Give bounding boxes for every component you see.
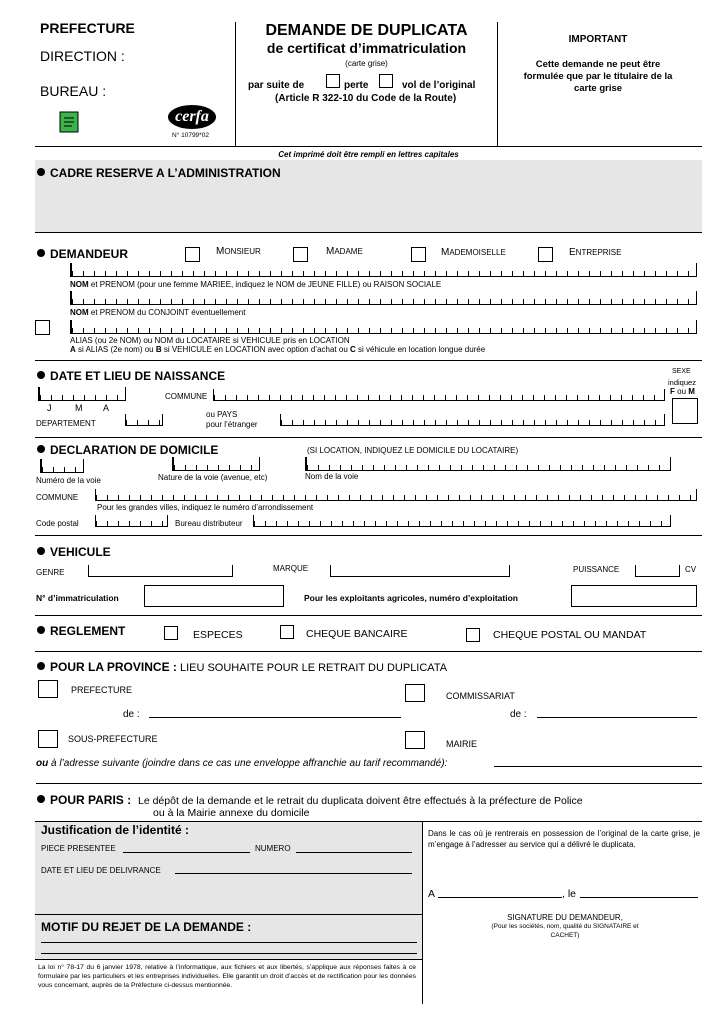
paris-text-2: ou à la Mairie annexe du domicile — [153, 807, 310, 819]
cheque-bancaire-label: CHEQUE BANCAIRE — [306, 628, 408, 640]
alias-options-label: A si ALIAS (2e nom) ou B si VEHICULE en LOCATION avec option d’achat ou C si véhicule en location longue durée — [70, 345, 486, 354]
par-suite-de-label: par suite de — [248, 80, 305, 91]
province-section-title: POUR LA PROVINCE : LIEU SOUHAITE POUR LE RETRAIT DU DUPLICATA — [37, 660, 447, 674]
important-text: Cette demande ne peut être formulée que par le titulaire de la carte grise — [523, 59, 673, 94]
genre-label: GENRE — [36, 568, 65, 577]
cheque-bancaire-checkbox[interactable] — [280, 625, 294, 639]
piece-presentee-input[interactable] — [123, 852, 250, 853]
vol-checkbox[interactable] — [379, 74, 393, 88]
de-prefecture-input[interactable] — [149, 717, 401, 718]
mois-label: M — [75, 403, 83, 413]
justification-title: Justification de l’identité : — [41, 823, 190, 837]
vol-label: vol de l’original — [402, 80, 476, 91]
code-postal-label: Code postal — [36, 519, 79, 528]
nom-prenom-input[interactable] — [70, 263, 697, 277]
rejet-title: MOTIF DU REJET DE LA DEMANDE : — [41, 920, 252, 934]
sexe-label: SEXE — [672, 368, 691, 375]
alias-type-checkbox[interactable] — [35, 320, 50, 335]
cv-label: CV — [685, 565, 697, 574]
document-icon — [59, 111, 81, 133]
mairie-checkbox[interactable] — [405, 731, 425, 749]
etranger-label: pour l’étranger — [206, 420, 258, 429]
genre-input[interactable] — [88, 565, 233, 577]
commune-input[interactable] — [95, 489, 697, 501]
numero-voie-input[interactable] — [40, 459, 84, 473]
commune-naissance-input[interactable] — [213, 389, 665, 401]
cerfa-logo: cerfa — [168, 105, 216, 129]
sous-prefecture-label: SOUS-PREFECTURE — [68, 734, 158, 744]
form-title: DEMANDE DE DUPLICATA — [265, 22, 468, 39]
alias-label: ALIAS (ou 2e NOM) ou NOM du LOCATAIRE si VEHICULE pris en LOCATION — [70, 336, 350, 345]
madame-checkbox[interactable] — [293, 247, 308, 262]
carte-grise-label: (carte grise) — [345, 59, 388, 68]
pays-input[interactable] — [280, 414, 665, 426]
monsieur-checkbox[interactable] — [185, 247, 200, 262]
entreprise-label: ENTREPRISE — [569, 247, 622, 258]
date-naissance-input[interactable] — [38, 387, 126, 401]
immatriculation-label: N° d’immatriculation — [36, 593, 119, 603]
perte-label: perte — [344, 80, 369, 91]
adresse-input-2[interactable] — [36, 783, 702, 784]
commune-naissance-label: COMMUNE — [165, 392, 208, 401]
madame-label: MADAME — [326, 246, 363, 257]
perte-checkbox[interactable] — [326, 74, 340, 88]
prefecture-option-label: PREFECTURE — [71, 685, 133, 695]
direction-label: DIRECTION : — [40, 48, 125, 64]
engagement-text: Dans le cas où je rentrerais en possession de l’original de la carte grise, je m’engage à l’adresser au service qui a délivré le duplicata. — [428, 829, 700, 849]
capitales-note: Cet imprimé doit être rempli en lettres capitales — [278, 150, 459, 159]
especes-label: ESPECES — [193, 629, 243, 641]
bureau-distributeur-label: Bureau distributeur — [175, 519, 243, 528]
especes-checkbox[interactable] — [164, 626, 178, 640]
piece-presentee-label: PIECE PRESENTEE — [41, 844, 116, 853]
monsieur-label: MONSIEUR — [216, 246, 261, 257]
cheque-postal-checkbox[interactable] — [466, 628, 480, 642]
date-signature-label: , le — [562, 888, 577, 900]
cheque-postal-label: CHEQUE POSTAL OU MANDAT — [493, 629, 647, 641]
marque-label: MARQUE — [273, 564, 309, 573]
sexe-input[interactable] — [672, 398, 698, 424]
signature-sub-label: (Pour les sociétés, nom, qualité du SIGNATAIRE et CACHET) — [491, 923, 639, 939]
de-prefecture-label: de : — [123, 709, 140, 720]
numero-piece-input[interactable] — [296, 852, 412, 853]
jour-label: J — [47, 403, 52, 413]
paris-text-1: Le dépôt de la demande et le retrait du duplicata doivent être effectués à la préfecture de Police — [138, 795, 583, 807]
delivrance-label: DATE ET LIEU DE DELIVRANCE — [41, 866, 161, 875]
mademoiselle-checkbox[interactable] — [411, 247, 426, 262]
article-label: (Article R 322-10 du Code de la Route) — [275, 93, 457, 104]
numero-voie-label: Numéro de la voie — [36, 476, 101, 485]
rejet-line-2 — [41, 953, 417, 954]
adresse-label: ou à l’adresse suivante (joindre dans ce cas une enveloppe affranchie au tarif recommandé): — [36, 758, 448, 769]
naissance-section-title: DATE ET LIEU DE NAISSANCE — [37, 369, 225, 383]
nature-voie-label: Nature de la voie (avenue, etc) — [158, 473, 268, 482]
departement-input[interactable] — [125, 414, 163, 426]
marque-input[interactable] — [330, 565, 510, 577]
signature-area[interactable] — [440, 942, 696, 1002]
pays-label: ou PAYS — [206, 410, 238, 419]
lieu-signature-input[interactable] — [438, 897, 562, 898]
bureau-label: BUREAU : — [40, 83, 107, 99]
immatriculation-input[interactable] — [144, 585, 284, 607]
form-subtitle: de certificat d’immatriculation — [266, 40, 467, 56]
delivrance-input[interactable] — [175, 873, 412, 874]
puissance-label: PUISSANCE — [573, 565, 620, 574]
commune-label: COMMUNE — [36, 493, 79, 502]
date-signature-input[interactable] — [580, 897, 698, 898]
cerfa-number: N° 10799*02 — [172, 132, 209, 139]
reglement-section-title: REGLEMENT — [37, 624, 125, 638]
signature-label: SIGNATURE DU DEMANDEUR, — [507, 913, 623, 922]
nature-voie-input[interactable] — [172, 457, 260, 471]
sexe-options-label: F ou M — [670, 387, 695, 396]
demandeur-section-title: DEMANDEUR — [37, 247, 128, 261]
vehicule-section-title: VEHICULE — [37, 545, 111, 559]
entreprise-checkbox[interactable] — [538, 247, 553, 262]
indiquez-label: indiquez — [668, 378, 696, 387]
admin-section-title: CADRE RESERVE A L’ADMINISTRATION — [37, 166, 281, 180]
conjoint-input[interactable] — [70, 291, 697, 305]
puissance-input[interactable] — [635, 565, 680, 577]
commissariat-checkbox[interactable] — [405, 684, 425, 702]
important-title: IMPORTANT — [568, 34, 628, 45]
de-commissariat-input[interactable] — [537, 717, 697, 718]
legal-notice: La loi n° 78-17 du 6 janvier 1978, relative à l’informatique, aux fichiers et aux libertés, s’applique aux réponses faites à ce formulaire par les particuliers et les entreprises individuelles. Elle garantit un droit d’accès et de rectification pour les données vous concernant, auprès de la Préfecture ci-dessus mentionnée. — [38, 964, 416, 989]
nom-voie-label: Nom de la voie — [305, 472, 359, 481]
prefecture-label: PREFECTURE — [40, 20, 135, 36]
rejet-line-1 — [41, 942, 417, 943]
sous-prefecture-checkbox[interactable] — [38, 730, 58, 748]
exploitation-input[interactable] — [571, 585, 697, 607]
de-commissariat-label: de : — [510, 709, 527, 720]
lieu-signature-label: A — [428, 888, 436, 900]
adresse-input-1[interactable] — [494, 766, 702, 767]
code-postal-input[interactable] — [95, 515, 168, 527]
nom-prenom-label: NOM et PRENOM (pour une femme MARIEE, indiquez le NOM de JEUNE FILLE) ou RAISON SOCIALE — [70, 280, 442, 289]
numero-piece-label: NUMERO — [255, 844, 291, 853]
nom-voie-input[interactable] — [305, 457, 671, 471]
commissariat-label: COMMISSARIAT — [446, 691, 515, 701]
exploitation-label: Pour les exploitants agricoles, numéro d’exploitation — [304, 593, 518, 603]
bureau-distributeur-input[interactable] — [253, 515, 671, 527]
alias-input[interactable] — [70, 320, 697, 334]
mademoiselle-label: MADEMOISELLE — [441, 247, 506, 258]
prefecture-checkbox[interactable] — [38, 680, 58, 698]
paris-section-title: POUR PARIS : — [37, 793, 131, 807]
domicile-section-title: DECLARATION DE DOMICILE — [37, 443, 218, 457]
departement-label: DEPARTEMENT — [36, 419, 96, 428]
annee-label: A — [103, 403, 110, 413]
mairie-label: MAIRIE — [446, 739, 478, 749]
location-note: (SI LOCATION, INDIQUEZ LE DOMICILE DU LOCATAIRE) — [307, 446, 519, 455]
grandes-villes-note: Pour les grandes villes, indiquez le numéro d’arrondissement — [97, 503, 314, 512]
conjoint-label: NOM et PRENOM du CONJOINT éventuellement — [70, 308, 246, 317]
